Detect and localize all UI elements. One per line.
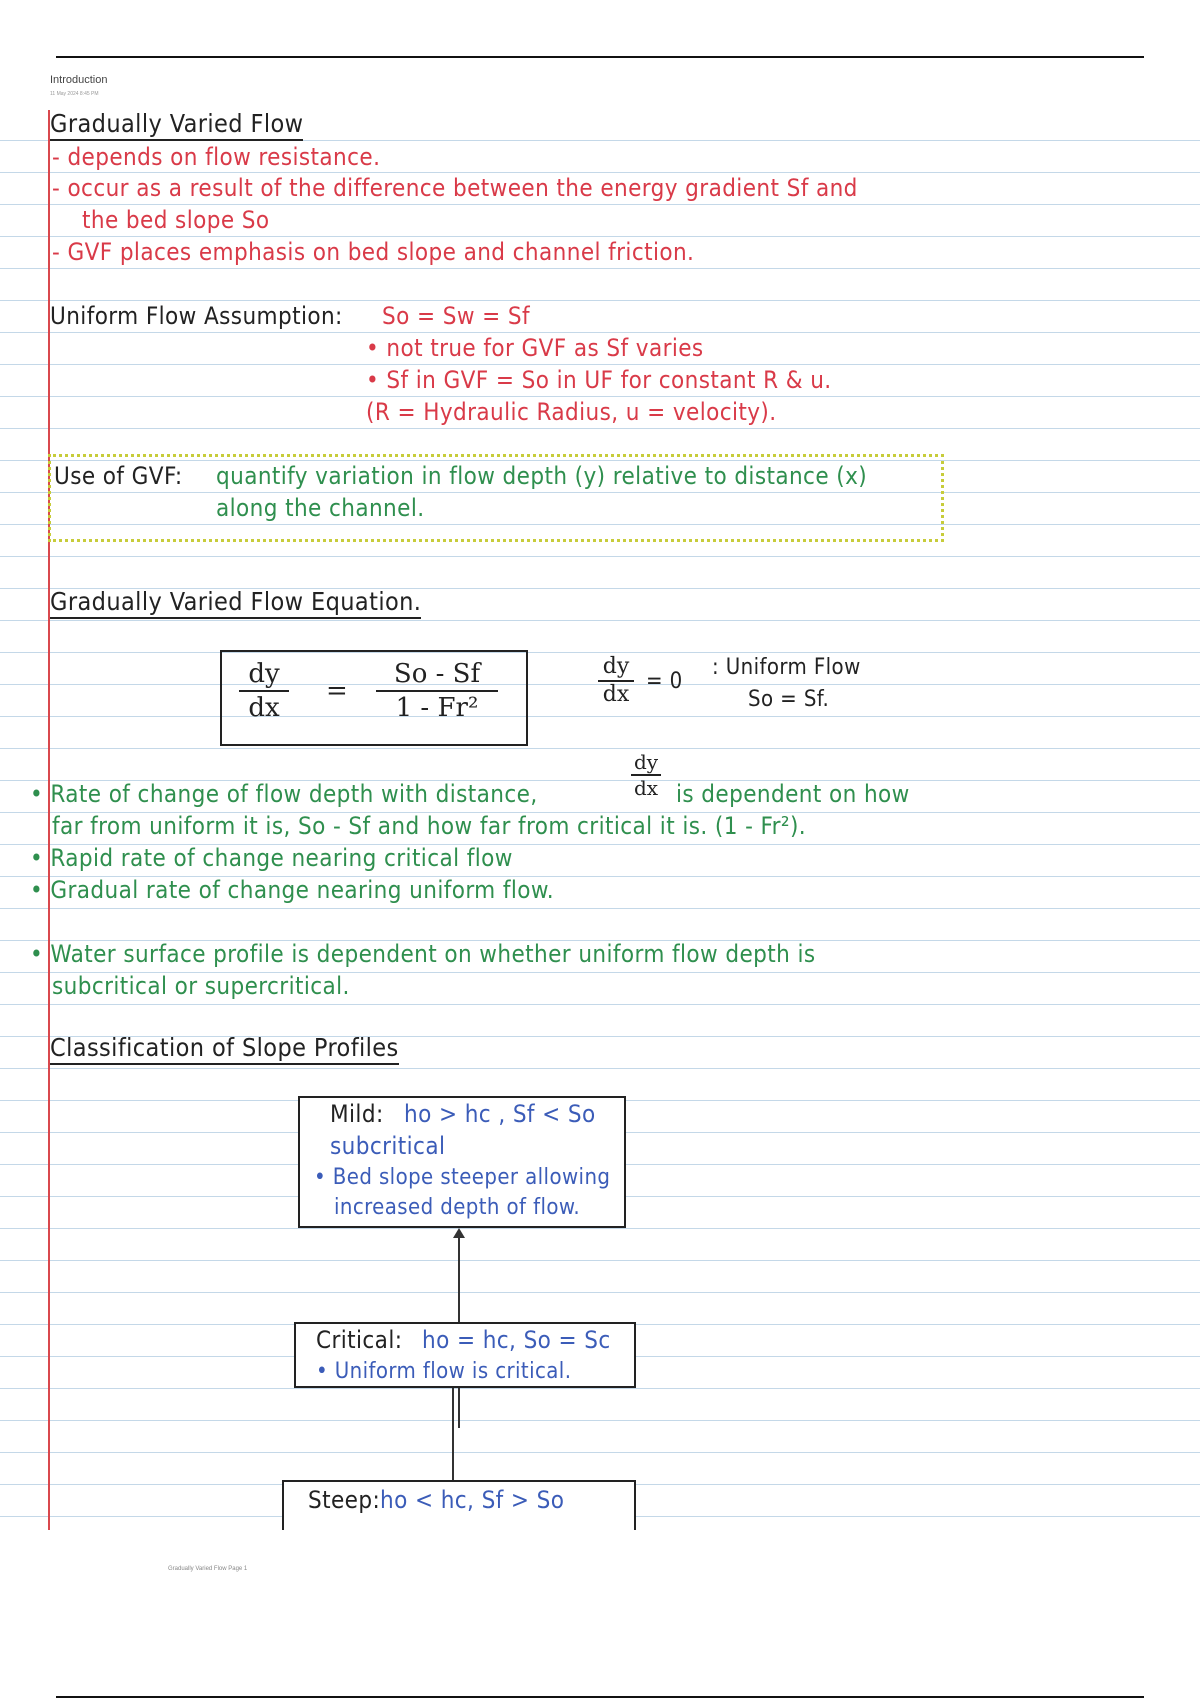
bottom-page-rule [56,1696,1144,1698]
uniform-equation: So = Sw = Sf [382,302,531,330]
ruled-line [0,268,1200,269]
uniform-note-2: • Sf in GVF = So in UF for constant R & u. [366,366,832,394]
use-line-2: along the channel. [216,494,425,522]
ruled-line [0,1004,1200,1005]
ruled-line [0,396,1200,397]
green-bullet-4-line-1: • Water surface profile is dependent on whether uniform flow depth is [30,940,816,968]
mild-relation: ho > hc , Sf < So [404,1100,596,1128]
use-label: Use of GVF: [54,462,183,490]
notebook-page [0,110,1200,1530]
equation-equals: = [326,676,348,706]
side-denominator: dx [602,682,630,707]
inline-denominator: dx [633,776,659,800]
green-bullet-1-line-1: • Rate of change of flow depth with distance, [30,780,538,808]
critical-note: • Uniform flow is critical. [316,1359,572,1384]
uniform-note-1: • not true for GVF as Sf varies [366,334,704,362]
ruled-line [0,332,1200,333]
rhs-denominator: 1 - Fr² [395,693,479,723]
mild-note-line-1: • Bed slope steeper allowing [314,1165,611,1190]
side-result: So = Sf. [748,687,830,712]
inline-derivative [628,750,664,800]
mild-title: Mild: [330,1100,384,1128]
ruled-line [0,652,1200,653]
bullet-emphasis: - GVF places emphasis on bed slope and channel friction. [52,238,695,266]
ruled-line [0,1452,1200,1453]
use-line-1: quantify variation in flow depth (y) relative to distance (x) [216,462,868,490]
ruled-line [0,716,1200,717]
ruled-line [0,236,1200,237]
green-bullet-1-tail: is dependent on how [676,780,910,808]
page-footer: Gradually Varied Flow Page 1 [168,1566,248,1572]
uniform-label: Uniform Flow Assumption: [50,302,343,330]
ruled-line [0,364,1200,365]
top-page-rule [56,56,1144,58]
ruled-line [0,1228,1200,1229]
heading-classification: Classification of Slope Profiles [50,1034,399,1065]
page-title: Introduction [50,74,108,86]
page-date: 11 May 2024 8:45 PM [50,91,99,97]
equation-rhs [372,658,502,724]
steep-title: Steep: [308,1486,381,1514]
critical-title: Critical: [316,1326,403,1354]
green-bullet-1-line-2: far from uniform it is, So - Sf and how far from critical it is. (1 - Fr²). [52,812,807,840]
green-bullet-4-line-2: subcritical or supercritical. [52,972,350,1000]
equation-lhs [236,658,292,724]
bullet-resistance: - depends on flow resistance. [52,143,381,171]
inline-numerator: dy [633,750,659,774]
connector-critical-steep [452,1388,454,1484]
mild-profile-box [298,1096,626,1228]
ruled-line [0,620,1200,621]
green-bullet-3: • Gradual rate of change nearing uniform flow. [30,876,554,904]
critical-profile-box [294,1322,636,1388]
rhs-numerator: So - Sf [393,659,481,689]
side-condition: : Uniform Flow [712,655,861,680]
ruled-line [0,908,1200,909]
side-numerator: dy [602,654,630,679]
green-bullet-2: • Rapid rate of change nearing critical flow [30,844,513,872]
heading-equation: Gradually Varied Flow Equation. [50,588,421,619]
mild-note-line-2: increased depth of flow. [334,1195,581,1220]
side-equals-zero: = 0 [646,669,683,694]
heading-gvf: Gradually Varied Flow [50,110,303,141]
lhs-numerator: dy [248,659,280,689]
ruled-line [0,204,1200,205]
mild-flow-type: subcritical [330,1132,446,1160]
bullet-occur-line2: the bed slope So [82,206,270,234]
lhs-denominator: dx [248,693,280,723]
ruled-line [0,300,1200,301]
ruled-line [0,1260,1200,1261]
gvf-equation-box [220,650,528,746]
ruled-line [0,748,1200,749]
ruled-line [0,1068,1200,1069]
ruled-line [0,1420,1200,1421]
ruled-line [0,556,1200,557]
steep-profile-box [282,1480,636,1530]
ruled-line [0,428,1200,429]
ruled-line [0,172,1200,173]
uniform-note-3: (R = Hydraulic Radius, u = velocity). [366,398,777,426]
ruled-line [0,1388,1200,1389]
ruled-line [0,1292,1200,1293]
arrow-up-icon [453,1228,465,1238]
bullet-occur-line1: - occur as a result of the difference between the energy gradient Sf and [52,174,858,202]
steep-relation: ho < hc, Sf > So [380,1486,565,1514]
critical-relation: ho = hc, So = Sc [422,1326,611,1354]
side-derivative [594,654,638,708]
